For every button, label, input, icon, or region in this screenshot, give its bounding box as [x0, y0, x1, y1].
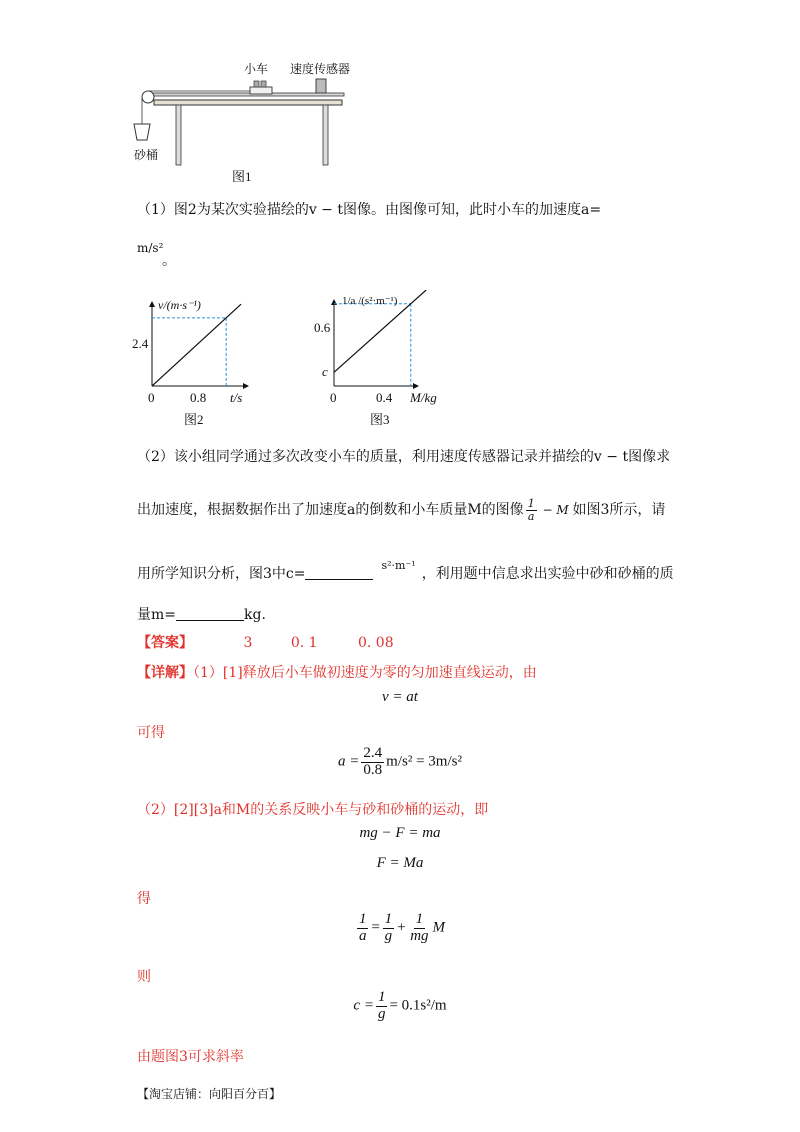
eq2-den: 0.8 [363, 761, 383, 778]
question-1-unit: m/s² [137, 241, 164, 255]
eq5-frac-1 [357, 912, 369, 945]
question-2-line-3-unit: s²·m⁻¹ [381, 559, 416, 572]
figure-1 [130, 60, 370, 185]
explanation-line-1-text: （1）[1]释放后小车做初速度为零的匀加速直线运动，由 [193, 665, 537, 681]
eq5-f: mg [410, 927, 429, 944]
figure-2-x-tick: 0.8 [190, 390, 207, 405]
eq5-a: 1 [358, 911, 367, 927]
de-label: 得 [137, 891, 151, 907]
question-1-end: 。 [162, 253, 176, 269]
eq5-eq: = [370, 919, 381, 936]
answer-row [137, 632, 394, 652]
question-2-line-4 [137, 604, 266, 624]
question-1-unit-line [137, 240, 163, 256]
figure-3-y-tick: 0.6 [314, 320, 331, 335]
minus-M: − M [538, 503, 573, 518]
eq2-rhs: m/s² = 3m/s² [386, 753, 462, 770]
figure-3 [306, 290, 456, 435]
equation-v-at: v = at [382, 689, 418, 705]
answer-tag: 【答案】 [137, 635, 193, 651]
eq5-d: g [384, 927, 393, 944]
eq2-lhs: a = [338, 753, 360, 770]
explanation-line-2: （2）[2][3]a和M的关系反映小车与砂和砂桶的运动，即 [137, 802, 489, 818]
figure-2-y-tick: 2.4 [132, 336, 149, 351]
figure-3-x-tick: 0.4 [376, 390, 393, 405]
figure-1-caption: 图1 [232, 169, 252, 184]
question-1-text: （1）图2为某次实验描绘的v − t图像。由图像可知，此时小车的加速度a= [137, 202, 602, 218]
eq5-frac-2 [383, 912, 395, 945]
eq2-num: 2.4 [363, 745, 383, 761]
answer-value-2: 0. 1 [290, 635, 318, 651]
eq5-M: M [432, 919, 446, 936]
figure-3-y-axis-label: 1/a /(s²·m⁻¹) [342, 295, 398, 307]
figure-3-caption: 图3 [370, 412, 390, 427]
question-2-line-3 [137, 559, 674, 583]
eq5-e: 1 [415, 911, 424, 927]
figure-2-series-line [152, 304, 241, 386]
eq5-plus: + [396, 919, 407, 936]
figure-2-y-axis-label: v/(m·s⁻¹) [158, 298, 201, 312]
eq2-fraction [361, 746, 384, 779]
explanation-line-1 [137, 662, 537, 682]
explanation-line-3: 由题图3可求斜率 [137, 1049, 244, 1065]
equation-acceleration [0, 746, 800, 779]
answer-value-1: 3 [243, 635, 253, 651]
explanation-tag: 【详解】 [137, 665, 193, 681]
cart-label: 小车 [244, 62, 269, 76]
answer-blank-c [305, 565, 373, 580]
figure-3-intercept-label: c [322, 364, 328, 379]
question-2-line-4-pre: 量m= [137, 607, 177, 623]
figure-2 [128, 298, 268, 433]
figure-3-origin: 0 [330, 390, 337, 405]
question-2-line-4-post: kg. [244, 607, 266, 623]
ze-label: 则 [137, 969, 151, 985]
kede-label: 可得 [137, 725, 165, 741]
bucket-label: 砂桶 [134, 148, 159, 162]
eq6-fraction [376, 990, 388, 1023]
eq6-rhs: = 0.1s²/m [389, 997, 447, 1014]
equation-f-ma: F = Ma [376, 855, 424, 871]
question-2-line-2-post: 如图3所示，请 [572, 502, 666, 519]
eq6-lhs: c = [353, 997, 374, 1014]
figure-2-origin: 0 [148, 390, 155, 405]
answer-value-3: 0. 08 [358, 635, 394, 651]
question-2-line-2-pre: 出加速度，根据数据作出了加速度a的倒数和小车质量M的图像 [137, 502, 524, 519]
figure-2-x-axis-label: t/s [230, 390, 243, 405]
inverse-a-fraction: $\frac{1}{a}$ [527, 497, 535, 523]
question-2-line-3-post: ，利用题中信息求出实验中砂和砂桶的质 [421, 566, 674, 582]
eq5-c: 1 [384, 911, 393, 927]
equation-inverse-a [0, 912, 800, 945]
footer-shop: 【淘宝店铺：向阳百分百】 [137, 1087, 282, 1101]
sensor-label: 速度传感器 [290, 62, 351, 76]
equation-mg-f-ma: mg − F = ma [359, 825, 441, 841]
figure-2-caption: 图2 [184, 412, 204, 427]
question-2-line-1: （2）该小组同学通过多次改变小车的质量，利用速度传感器记录并描绘的v − t图像求 [137, 449, 671, 465]
equation-c [0, 990, 800, 1023]
eq6-num: 1 [377, 989, 386, 1005]
eq6-den: g [377, 1005, 386, 1022]
question-2-line-2 [137, 498, 665, 522]
figure-3-x-axis-label: M/kg [410, 390, 437, 405]
eq5-frac-3 [408, 912, 430, 945]
eq5-b: a [358, 927, 367, 944]
figure-3-chart [306, 290, 456, 406]
question-2-line-3-pre: 用所学知识分析，图3中c= [137, 566, 306, 582]
answer-blank-m [176, 606, 244, 621]
